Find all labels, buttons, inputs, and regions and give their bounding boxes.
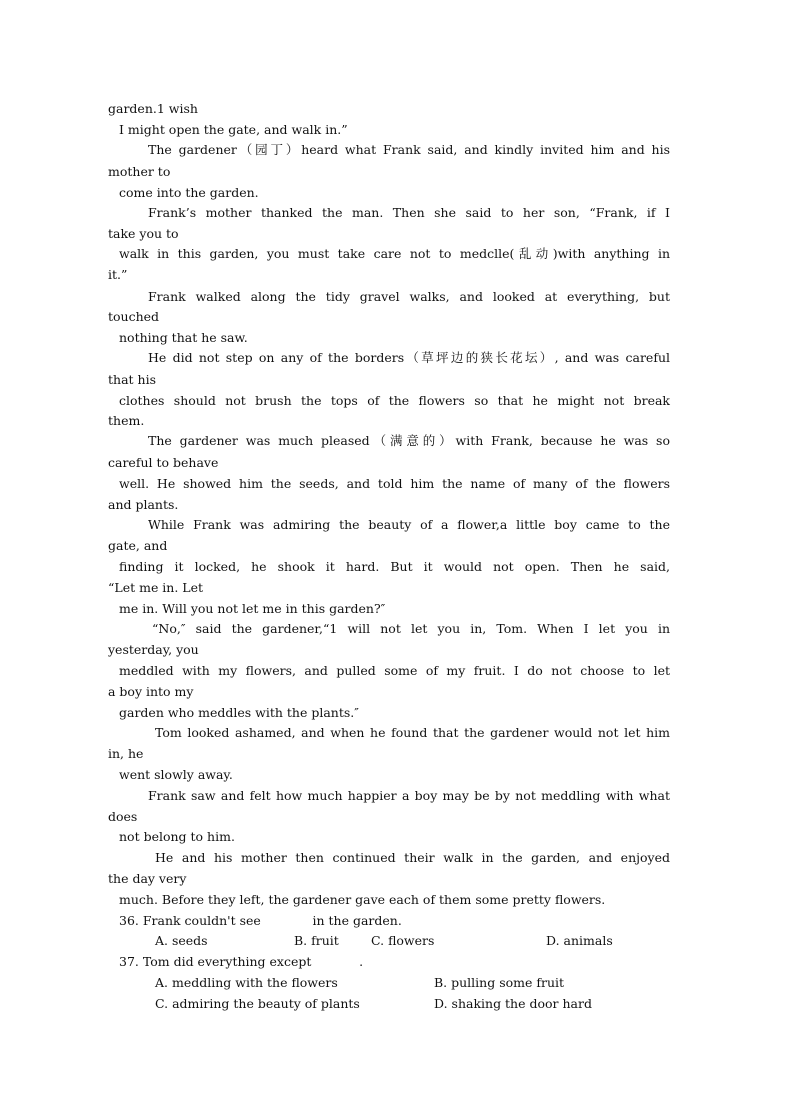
passage-line: in, he: [108, 746, 144, 761]
passage-line: mother to: [108, 164, 171, 179]
passage-line: Frank’s mother thanked the man. Then she said to her son, “Frank, if I: [148, 205, 670, 220]
passage-line: does: [108, 809, 138, 824]
passage-line: Tom looked ashamed, and when he found that the gardener would not let him: [155, 725, 670, 740]
passage-line: touched: [108, 309, 160, 324]
question-stem: 36. Frank couldn't see in the garden.: [119, 913, 402, 928]
passage-line: He did not step on any of the borders（草坪边的狭长花坛）, and was careful: [148, 350, 670, 365]
passage-line: went slowly away.: [119, 767, 233, 782]
passage-line: meddled with my flowers, and pulled some of my fruit. I do not choose to let: [119, 663, 670, 678]
passage-line: The gardener（园丁）heard what Frank said, and kindly invited him and his: [148, 142, 670, 157]
passage-line: Frank walked along the tidy gravel walks, and looked at everything, but: [148, 289, 670, 304]
answer-option: B. pulling some fruit: [434, 975, 565, 990]
passage-line: nothing that he saw.: [119, 330, 248, 345]
answer-option: B. fruit: [294, 933, 339, 948]
passage-line: finding it locked, he shook it hard. But it would not open. Then he said,: [119, 559, 670, 574]
passage-line: the day very: [108, 871, 187, 886]
passage-line: garden who meddles with the plants.″: [119, 705, 359, 720]
passage-line: careful to behave: [108, 455, 219, 470]
passage-line: yesterday, you: [108, 642, 199, 657]
passage-line: a boy into my: [108, 684, 194, 699]
passage-line: While Frank was admiring the beauty of a flower,a little boy came to the: [148, 517, 670, 532]
answer-option: A. meddling with the flowers: [155, 975, 338, 990]
passage-line: garden.1 wish: [108, 101, 198, 116]
passage-line: “No,″ said the gardener,“1 will not let you in, Tom. When I let you in: [152, 621, 670, 636]
passage-line: that his: [108, 372, 156, 387]
passage-line: He and his mother then continued their walk in the garden, and enjoyed: [155, 850, 670, 865]
passage-line: Frank saw and felt how much happier a boy may be by not meddling with what: [148, 788, 670, 803]
passage-line: clothes should not brush the tops of the flowers so that he might not break: [119, 393, 670, 408]
passage-line: gate, and: [108, 538, 168, 553]
passage-line: come into the garden.: [119, 185, 259, 200]
passage-line: them.: [108, 413, 145, 428]
answer-option: A. seeds: [155, 933, 208, 948]
passage-line: The gardener was much pleased（满意的）with Frank, because he was so: [148, 433, 670, 448]
passage-line: much. Before they left, the gardener gave each of them some pretty flowers.: [119, 892, 606, 907]
answer-option: D. animals: [546, 933, 613, 948]
passage-line: “Let me in. Let: [108, 580, 204, 595]
question-stem: 37. Tom did everything except .: [119, 954, 364, 969]
answer-option: C. flowers: [371, 933, 435, 948]
passage-line: me in. Will you not let me in this garden?″: [119, 601, 386, 616]
passage-line: walk in this garden, you must take care not to medclle(乱动)with anything in: [119, 246, 670, 261]
passage-line: and plants.: [108, 497, 179, 512]
passage-line: well. He showed him the seeds, and told him the name of many of the flowers: [119, 476, 670, 491]
passage-line: it.”: [108, 267, 128, 282]
passage-line: I might open the gate, and walk in.”: [119, 122, 348, 137]
passage-line: take you to: [108, 226, 179, 241]
answer-option: D. shaking the door hard: [434, 996, 592, 1011]
answer-option: C. admiring the beauty of plants: [155, 996, 360, 1011]
passage-line: not belong to him.: [119, 829, 235, 844]
